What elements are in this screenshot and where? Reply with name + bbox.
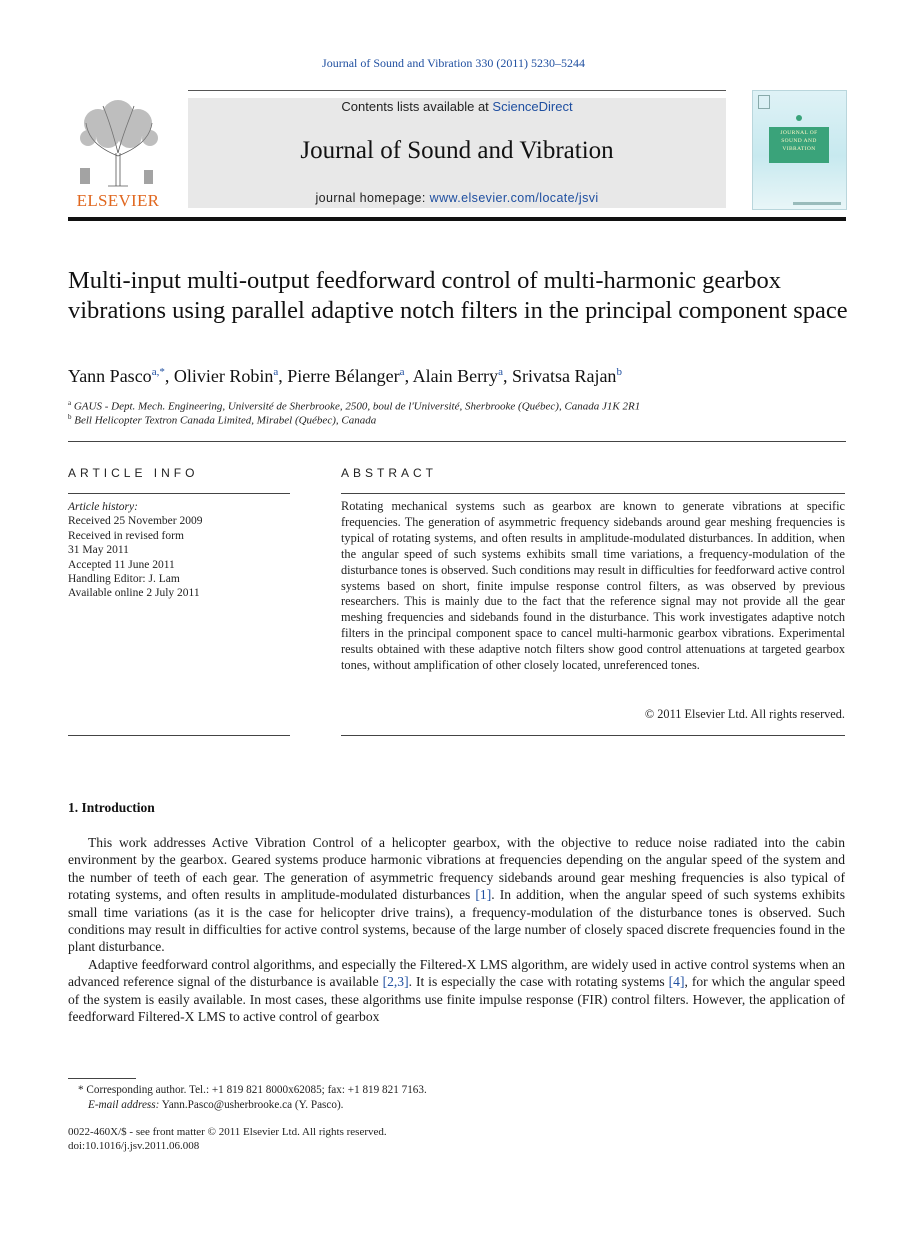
paragraph: This work addresses Active Vibration Control of a helicopter gearbox, with the objective to reduce noise radiated into the cabin environment by the gearbox. Geared systems produce harmonic vibrations at frequencies depending on the angular speed of the system and the number of teeth of each gear. The generation of asymmetric frequency sidebands around gear meshing frequencies is also typical of rotating systems, and often results in amplitude-modulated disturbances [1]. In addition, when the angular speed of such systems exhibits small time variations (as it is the case for helicopter drive trains), a frequency-modulation of the disturbance tones is observed. Such conditions may result in difficulties for active control systems, because of the large number of closely spaced discrete frequencies found in the plant disturbance. bbox=[68, 835, 845, 955]
journal-cover-thumbnail[interactable] bbox=[752, 90, 847, 210]
article-info-rule bbox=[68, 493, 290, 494]
header-divider bbox=[68, 217, 846, 221]
email-label: E-mail address: bbox=[88, 1099, 160, 1111]
author-list bbox=[68, 366, 848, 387]
affiliation: $^a$ GAUS - Dept. Mech. Engineering, Université de Sherbrooke, 2500, boul de l'Université, Sherbrooke (Québec), Canada J1K 2R1 bbox=[68, 399, 641, 413]
article-info-heading: ARTICLE INFO bbox=[68, 466, 199, 480]
section-heading-introduction: 1. Introduction bbox=[68, 800, 155, 815]
article-info-bottom-rule bbox=[68, 735, 290, 736]
citation-link[interactable]: [1] bbox=[475, 887, 492, 903]
affiliation-divider bbox=[68, 441, 846, 442]
author[interactable]: Pierre Bélanger$^a$, bbox=[287, 366, 413, 386]
journal-homepage bbox=[188, 191, 726, 205]
author[interactable]: Yann Pasco$^{a,*}$, bbox=[68, 366, 174, 386]
contents-prefix: Contents lists available at bbox=[341, 99, 493, 114]
abstract-text: Rotating mechanical systems such as gearbox are known to generate vibrations at specific frequencies. The generation of asymmetric frequency sidebands around gear meshing frequencies is typical of rotating systems, and often results in amplitude-modulated disturbances. In addition, when the angular speed of such systems exhibits small time variations, a frequency-modulation of the disturbance tones is observed. Such conditions may result in difficulties for feedforward active control systems based on short, finite impulse response control filters, as was observed by previous researchers. This is mainly due to the fact that the reference signal may not provide all the gear meshing frequencies and sidebands found in the disturbance. This work investigates adaptive notch filters in the principal component space to cancel multi-harmonic gearbox vibrations. Experimental results obtained with these adaptive notch filters show good control attenuations at targeted gearbox tones, without amplification of other closely located, unreferenced tones. bbox=[341, 499, 845, 673]
issn-line: 0022-460X/$ - see front matter © 2011 Elsevier Ltd. All rights reserved. bbox=[68, 1126, 387, 1138]
email-address[interactable]: Yann.Pasco@usherbrooke.ca (Y. Pasco). bbox=[159, 1099, 344, 1111]
homepage-prefix: journal homepage: bbox=[315, 191, 430, 205]
author[interactable]: Srivatsa Rajan$^b$ bbox=[511, 366, 622, 386]
email-note bbox=[88, 1099, 788, 1111]
journal-citation[interactable]: Journal of Sound and Vibration 330 (2011) 5230–5244 bbox=[322, 56, 585, 70]
history-item: 31 May 2011 bbox=[68, 544, 129, 557]
author[interactable]: Alain Berry$^a$, bbox=[412, 366, 512, 386]
author[interactable]: Olivier Robin$^a$, bbox=[173, 366, 288, 386]
history-item: Accepted 11 June 2011 bbox=[68, 558, 175, 571]
sciencedirect-link[interactable]: ScienceDirect bbox=[492, 99, 573, 114]
history-item: Handling Editor: J. Lam bbox=[68, 573, 180, 586]
doi-line[interactable]: doi:10.1016/j.jsv.2011.06.008 bbox=[68, 1140, 200, 1152]
header-top-rule bbox=[188, 90, 726, 91]
citation-link[interactable]: [2,3] bbox=[382, 974, 409, 990]
abstract-bottom-rule bbox=[341, 735, 845, 736]
cover-emblem-icon bbox=[796, 115, 802, 121]
elsevier-logo-text[interactable]: ELSEVIER bbox=[76, 191, 160, 210]
article-title: Multi-input multi-output feedforward control of multi-harmonic gearbox vibrations using parallel adaptive notch filters in the principal component space bbox=[68, 267, 848, 324]
citation-link[interactable]: [4] bbox=[668, 974, 685, 990]
homepage-link[interactable]: www.elsevier.com/locate/jsvi bbox=[429, 191, 599, 205]
journal-title: Journal of Sound and Vibration bbox=[300, 137, 614, 164]
abstract-heading: ABSTRACT bbox=[341, 466, 438, 480]
footnote-rule bbox=[68, 1078, 136, 1079]
history-item: Available online 2 July 2011 bbox=[68, 587, 200, 600]
affiliation: $^b$ Bell Helicopter Textron Canada Limited, Mirabel (Québec), Canada bbox=[68, 413, 377, 427]
abstract-copyright: © 2011 Elsevier Ltd. All rights reserved. bbox=[644, 707, 845, 721]
cover-title: JOURNAL OF SOUND AND VIBRATION bbox=[780, 130, 818, 152]
introduction-body bbox=[68, 834, 845, 1025]
history-item: Received in revised form bbox=[68, 529, 184, 542]
abstract-rule bbox=[341, 493, 845, 494]
paragraph: Adaptive feedforward control algorithms, and especially the Filtered-X LMS algorithm, are widely used in active control systems when an advanced reference signal of the disturbance is available [2,3]. It is especially the case with rotating systems [4], for which the angular speed of the system is easily available. In most cases, these algorithms use finite impulse response (FIR) control filters. However, the application of feedforward Filtered-X LMS to active control of gearbox bbox=[68, 956, 845, 1025]
history-label: Article history: bbox=[68, 501, 138, 513]
corresponding-author-note: * Corresponding author. Tel.: +1 819 821 8000x62085; fax: +1 819 821 7163. bbox=[78, 1084, 427, 1096]
cover-publisher-icon bbox=[758, 95, 770, 109]
article-history bbox=[68, 500, 288, 601]
contents-availability bbox=[188, 99, 726, 114]
history-item: Received 25 November 2009 bbox=[68, 515, 203, 528]
cover-footer-bar bbox=[793, 202, 841, 205]
